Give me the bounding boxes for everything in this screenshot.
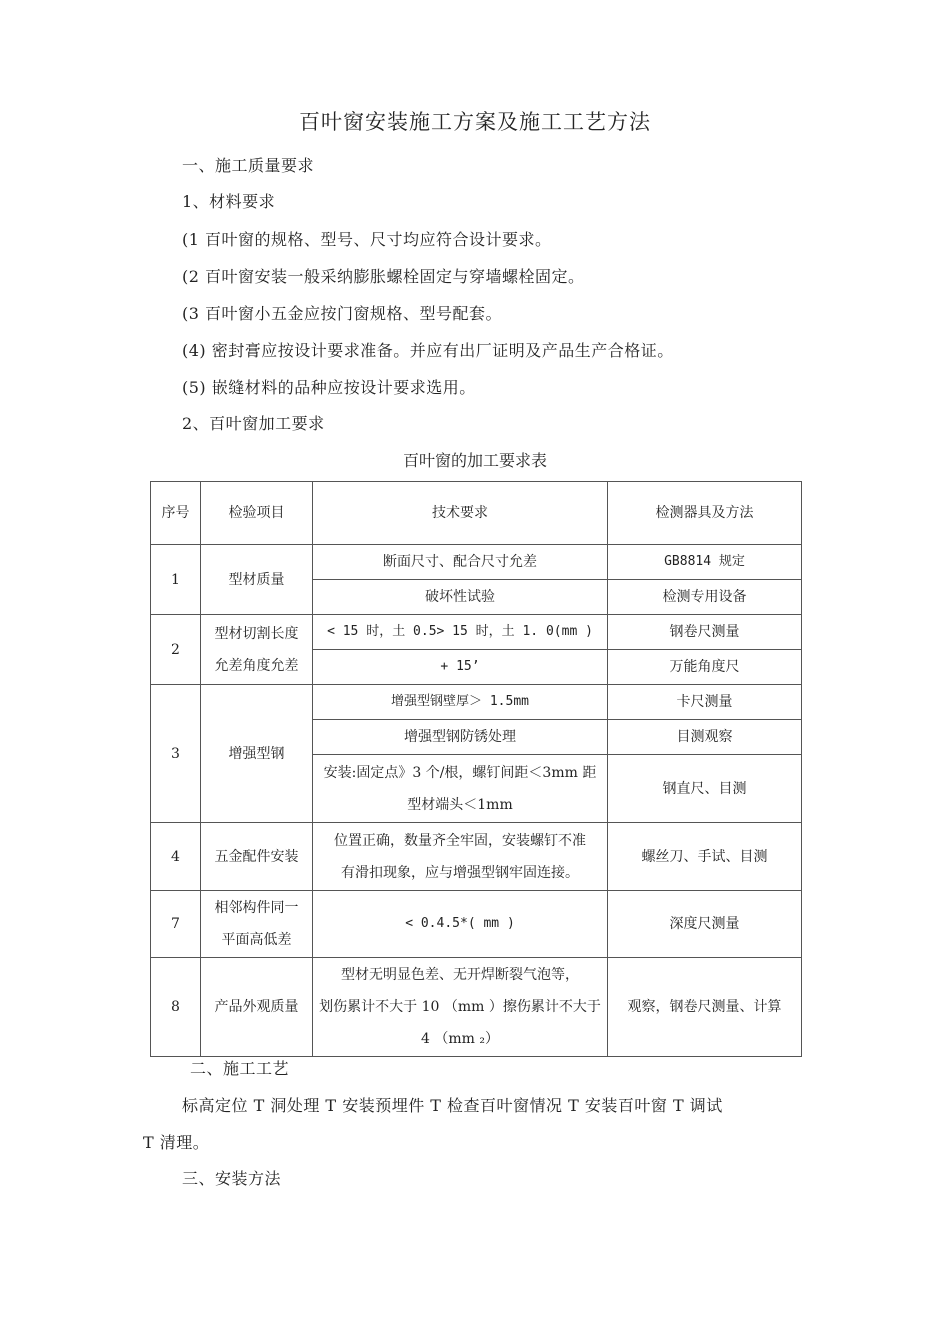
section-heading-installation: 三、安装方法: [182, 1169, 282, 1188]
inspection-item-line: 允差角度允差: [214, 657, 299, 674]
requirement-cell: < 0.4.5*( mm ): [313, 891, 608, 958]
processing-requirements-table: [150, 481, 802, 1057]
header-cell: 序号: [151, 482, 201, 545]
requirement-cell: < 15 时，土 0.5> 15 时，土 1. 0(mm ): [313, 615, 608, 650]
method-cell: 钢直尺、目测: [608, 755, 802, 823]
header-cell: 检测器具及方法: [608, 482, 802, 545]
requirement-cell: 破坏性试验: [313, 580, 608, 615]
process-flow-line-1: 标高定位 T 洞处理 T 安装预埋件 T 检查百叶窗情况 T 安装百叶窗 T 调试: [182, 1096, 723, 1115]
inspection-item: 五金配件安装: [201, 823, 313, 891]
requirement-line: 型材端头＜1mm: [407, 796, 513, 813]
requirement-line: 安装:固定点》3 个/根，螺钉间距＜3mm 距: [323, 764, 597, 781]
table-row: [151, 891, 802, 958]
inspection-item: [201, 615, 313, 685]
method-cell: 螺丝刀、手试、目测: [608, 823, 802, 891]
requirement-line: 型材无明显色差、无开焊断裂气泡等，: [341, 967, 579, 983]
table-caption: 百叶窗的加工要求表: [402, 451, 547, 470]
method-cell: 钢卷尺测量: [608, 615, 802, 650]
table-row: [151, 823, 802, 891]
requirement-cell: [313, 755, 608, 823]
header-cell: 技术要求: [313, 482, 608, 545]
material-item-1: (1 百叶窗的规格、型号、尺寸均应符合设计要求。: [182, 230, 552, 249]
table-header-row: [151, 482, 802, 545]
requirement-line: 位置正确，数量齐全牢固，安装螺钉不准: [334, 832, 586, 849]
inspection-item-line: 相邻构件同一: [214, 900, 299, 916]
section-heading-process: 二、施工工艺: [190, 1059, 290, 1078]
method-cell: 目测观察: [608, 720, 802, 755]
inspection-item-line: 平面高低差: [221, 932, 292, 948]
header-cell: 检验项目: [201, 482, 313, 545]
row-number: 7: [151, 891, 201, 958]
requirement-line: 有滑扣现象，应与增强型钢牢固连接。: [341, 864, 579, 881]
section-heading-quality: 一、施工质量要求: [182, 156, 315, 175]
row-number: 3: [151, 685, 201, 823]
subheading-materials: 1、材料要求: [182, 192, 276, 211]
row-number: 2: [151, 615, 201, 685]
subheading-processing: 2、百叶窗加工要求: [182, 414, 325, 433]
requirement-cell: 增强型钢防锈处理: [313, 720, 608, 755]
inspection-item: 产品外观质量: [201, 958, 313, 1057]
table-row: [151, 685, 802, 720]
requirement-cell: [313, 823, 608, 891]
process-flow-line-2: T 清理。: [143, 1133, 210, 1152]
requirement-cell: 增强型钢壁厚＞ 1.5mm: [313, 685, 608, 720]
requirement-line: 划伤累计不大于 10 （mm ）擦伤累计不大于: [319, 999, 601, 1015]
method-cell: 深度尺测量: [608, 891, 802, 958]
table-row: [151, 615, 802, 650]
method-cell: 检测专用设备: [608, 580, 802, 615]
method-cell: GB8814 规定: [608, 545, 802, 580]
inspection-item: 型材质量: [201, 545, 313, 615]
row-number: 4: [151, 823, 201, 891]
requirement-cell: 断面尺寸、配合尺寸允差: [313, 545, 608, 580]
requirement-cell: + 15’: [313, 650, 608, 685]
method-cell: 万能角度尺: [608, 650, 802, 685]
material-item-4: (4) 密封膏应按设计要求准备。并应有出厂证明及产品生产合格证。: [182, 341, 674, 360]
method-cell: 观察，钢卷尺测量、计算: [608, 958, 802, 1057]
inspection-item: 增强型钢: [201, 685, 313, 823]
inspection-item-line: 型材切割长度: [214, 625, 299, 642]
material-item-2: (2 百叶窗安装一般采纳膨胀螺栓固定与穿墙螺栓固定。: [182, 267, 585, 286]
requirement-line: 4 （mm ₂）: [421, 1031, 499, 1047]
row-number: 8: [151, 958, 201, 1057]
row-number: 1: [151, 545, 201, 615]
inspection-item: [201, 891, 313, 958]
material-item-5: (5) 嵌缝材料的品种应按设计要求选用。: [182, 378, 476, 397]
requirement-cell: [313, 958, 608, 1057]
material-item-3: (3 百叶窗小五金应按门窗规格、型号配套。: [182, 304, 503, 323]
method-cell: 卡尺测量: [608, 685, 802, 720]
document-title: 百叶窗安装施工方案及施工工艺方法: [299, 110, 651, 134]
table-row: [151, 958, 802, 1057]
table-row: [151, 545, 802, 580]
